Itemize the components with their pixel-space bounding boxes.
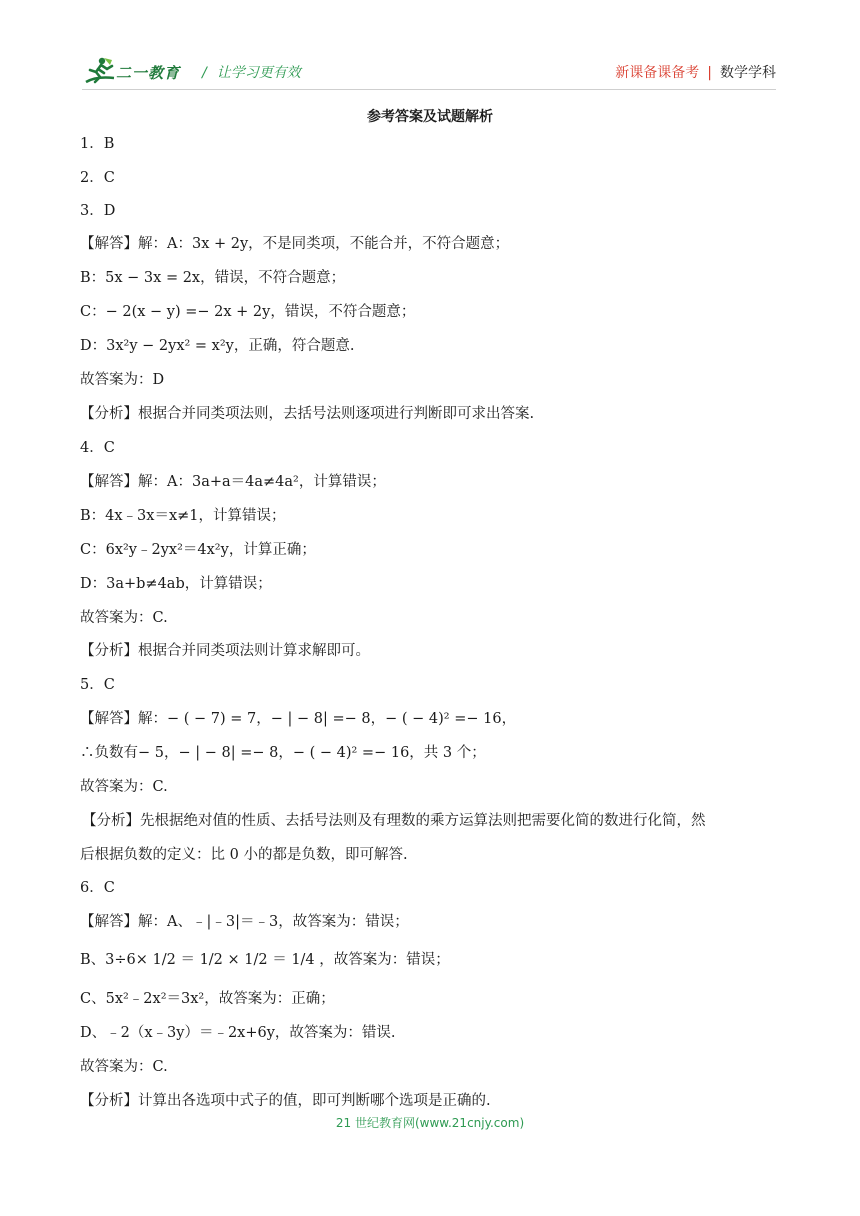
solution-line-q4-c: C：6x²y﹣2yx²＝4x²y，计算正确；	[80, 542, 316, 558]
solution-line-q6-a: 【解答】解：A、﹣|﹣3|＝﹣3，故答案为：错误；	[80, 914, 409, 930]
brand-logo	[82, 56, 192, 86]
answer-line-q1: 1．B	[80, 136, 115, 152]
analysis-line-q5-2: 后根据负数的定义：比 0 小的都是负数，即可解答.	[80, 847, 408, 863]
solution-line-q5-b: ∴负数有− 5，− | − 8| =− 8，− ( − 4)² =− 16，共 3 个；	[80, 745, 486, 761]
slogan-slash: /	[202, 65, 207, 81]
answer-summary-q4: 故答案为：C.	[80, 610, 168, 626]
solution-line-q4-a: 【解答】解：A：3a+a＝4a≠4a²，计算错误；	[80, 474, 386, 490]
answer-summary-q3: 故答案为：D	[80, 372, 165, 388]
solution-line-q6-c: C、5x²﹣2x²＝3x²，故答案为：正确；	[80, 991, 335, 1007]
solution-line-q6-b: B、3÷6× 1/2 ＝ 1/2 × 1/2 ＝ 1/4 ，故答案为：错误；	[80, 952, 450, 968]
header-subject	[615, 62, 776, 82]
analysis-line-q3: 【分析】根据合并同类项法则，去括号法则逐项进行判断即可求出答案.	[80, 406, 535, 422]
running-figure-icon	[82, 56, 116, 86]
answer-line-q2: 2．C	[80, 170, 115, 186]
answer-line-q5: 5．C	[80, 677, 115, 693]
page-header	[82, 56, 776, 90]
answer-line-q6: 6．C	[80, 880, 115, 896]
page-footer: 21 世纪教育网(www.21cnjy.com)	[335, 1116, 525, 1130]
solution-line-q5-a: 【解答】解：− ( − 7) = 7，− | − 8| =− 8，− ( − 4)² =− 16，	[80, 711, 517, 727]
header-divider	[82, 89, 776, 90]
header-subject-label: 数学学科	[720, 65, 776, 81]
answer-summary-q5: 故答案为：C.	[80, 779, 168, 795]
solution-line-q3-c: C：− 2(x − y) =− 2x + 2y，错误，不符合题意；	[80, 304, 416, 320]
solution-line-q3-d: D：3x²y − 2yx² = x²y，正确，符合题意.	[80, 338, 355, 354]
solution-line-q4-b: B：4x﹣3x＝x≠1，计算错误；	[80, 508, 286, 524]
header-separator: |	[707, 65, 712, 81]
answer-summary-q6: 故答案为：C.	[80, 1059, 168, 1075]
page-title: 参考答案及试题解析	[367, 109, 493, 125]
solution-line-q6-d: D、﹣2（x﹣3y）＝﹣2x+6y，故答案为：错误.	[80, 1025, 396, 1041]
solution-line-q3-a: 【解答】解：A：3x + 2y，不是同类项，不能合并，不符合题意；	[80, 236, 510, 252]
analysis-line-q5-1: 【分析】先根据绝对值的性质、去括号法则及有理数的乘方运算法则把需要化简的数进行化简，然	[82, 813, 706, 829]
solution-line-q3-b: B：5x − 3x = 2x，错误，不符合题意；	[80, 270, 346, 286]
brand-name: 二一教育	[116, 64, 181, 82]
analysis-line-q6: 【分析】计算出各选项中式子的值，即可判断哪个选项是正确的.	[80, 1093, 491, 1109]
slogan	[202, 62, 301, 82]
solution-line-q4-d: D：3a+b≠4ab，计算错误；	[80, 576, 272, 592]
analysis-line-q4: 【分析】根据合并同类项法则计算求解即可。	[80, 643, 370, 659]
header-course-label: 新课备课备考	[615, 65, 700, 81]
slogan-text: 让学习更有效	[216, 65, 301, 81]
answer-line-q4: 4．C	[80, 440, 115, 456]
answer-line-q3: 3．D	[80, 203, 116, 219]
